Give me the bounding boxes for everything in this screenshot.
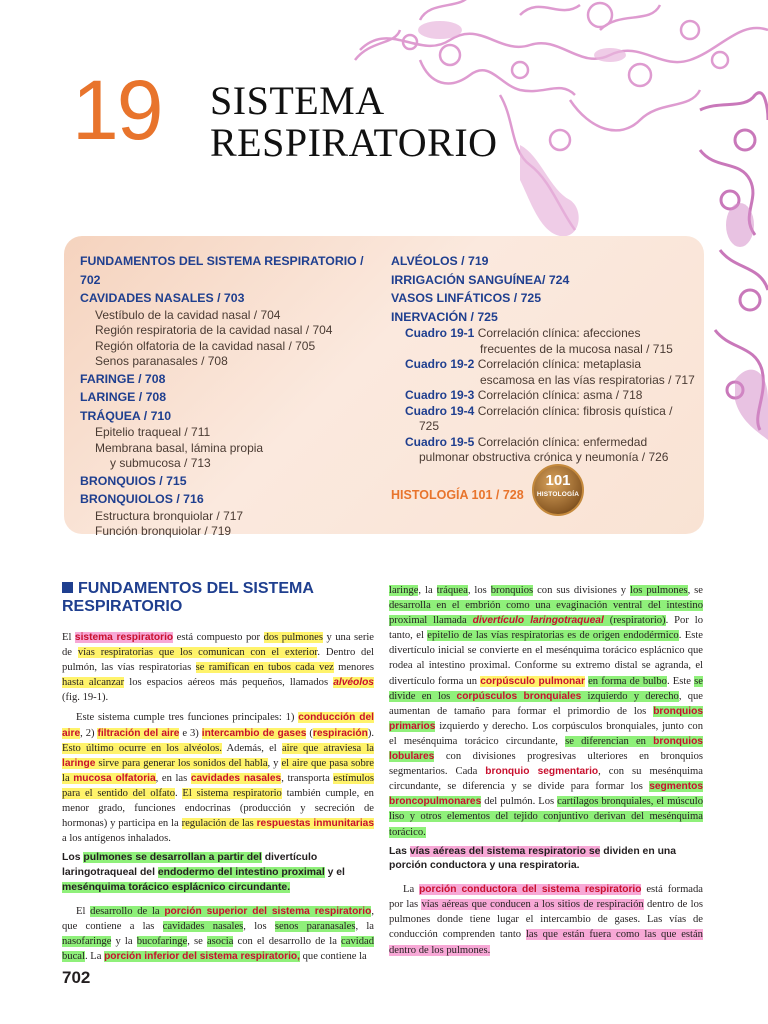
box-text-continued: pulmonar obstructiva crónica y neumonía / 726 bbox=[419, 450, 669, 464]
box-label: Cuadro 19-5 bbox=[405, 434, 475, 449]
toc-entry[interactable]: VASOS LINFÁTICOS / 725 bbox=[391, 291, 542, 305]
toc-subentry[interactable]: Senos paranasales / 708 bbox=[95, 354, 228, 368]
box-label: Cuadro 19-1 bbox=[405, 326, 475, 340]
box-text-continued: 725 bbox=[419, 419, 440, 433]
chapter-title-line1: SISTEMA bbox=[210, 78, 385, 123]
toc-entry[interactable]: BRONQUIOS / 715 bbox=[80, 473, 187, 488]
toc-box-entry[interactable] bbox=[391, 404, 696, 435]
body-paragraph: El sistema respiratorio está compuesto por dos pulmones y una serie de vías respiratorias que los comunican con el exterior. Dentro del pulmón, las vías respiratorias se ramifican en tubos cada vez menores hasta alcanzar los espacios aéreos más pequeños, llamados alvéolos (fig. 19-1). bbox=[62, 632, 375, 704]
histologia-101-entry[interactable]: HISTOLOGÍA 101 / 728 bbox=[391, 487, 524, 502]
chapter-number: 19 bbox=[72, 63, 162, 157]
chapter-title bbox=[210, 80, 498, 164]
box-text: Correlación clínica: afecciones bbox=[477, 326, 641, 340]
toc-entry[interactable]: IRRIGACIÓN SANGUÍNEA/ 724 bbox=[391, 272, 570, 287]
contents-box bbox=[64, 236, 704, 538]
toc-entry[interactable]: CAVIDADES NASALES / 703 bbox=[80, 291, 245, 305]
body-paragraph: Este sistema cumple tres funciones principales: 1) conducción del aire, 2) filtración del aire e 3) intercambio de gases (respiración). Esto último ocurre en los alvéolos. Además, el aire que atraviesa la laringe sirve para generar los sonidos del habla, y el aire que pasa sobre la mucosa olfatoria, en las cavidades nasales, transporta estímulos para el sentido del olfato. El sistema respiratorio también cumple, en menor grado, funciones endocrinas (producción y secreción de hormonas) y participa en la regulación de las respuestas inmunitarias a los antígenos inhalados. bbox=[62, 712, 375, 845]
toc-subentry[interactable]: Membrana basal, lámina propia bbox=[95, 440, 264, 455]
body-paragraph: La porción conductora del sistema respiratorio está formada por las vías aéreas que conducen a los sitios de respiración dentro de los pulmones donde tiene lugar el intercambio de gases. Las vías de conducción comprenden tanto las que están fuera como las que están dentro de los pulmones. bbox=[389, 884, 704, 956]
body-right-column bbox=[389, 583, 703, 963]
toc-box-entry[interactable] bbox=[391, 388, 696, 404]
box-text: Correlación clínica: enfermedad bbox=[477, 434, 648, 449]
box-label: Cuadro 19-2 bbox=[405, 357, 475, 371]
bold-summary-paragraph: Los pulmones se desarrollan a partir del divertículo laringotraqueal del endodermo del intestino proximal y el mesénquima torácico esplácnico circundante. bbox=[62, 852, 345, 893]
box-label: Cuadro 19-4 bbox=[405, 403, 475, 418]
body-left-column bbox=[62, 580, 374, 969]
badge-number: 101 bbox=[545, 472, 571, 489]
toc-box-entry[interactable] bbox=[391, 435, 696, 466]
section-heading-text: FUNDAMENTOS DEL SISTEMA RESPIRATORIO bbox=[62, 580, 314, 615]
body-paragraph: laringe, la tráquea, los bronquios con sus divisiones y los pulmones, se desarrolla en el embrión como una evaginación ventral del intestino proximal llamada divertículo laringotraqueal (respiratorio). Por lo tanto, el epitelio de las vías respiratorias es de origen endodérmico. Este divertículo inicial se convierte en el mesénquima torácico esplácnico que rodea al intestino proximal. Conforme su extremo distal se agranda, el divertículo forma un corpúsculo pulmonar en forma de bulbo. Este se divide en los corpúsculos bronquiales izquierdo y derecho, que aumentan de tamaño para formar el primordio de los bronquios primarios izquierdo y derecho. Los corpúsculos bronquiales, junto con el mesénquima torácico circundante, se diferencian en bronquios lobulares con divisiones progresivas ulteriores en bronquios segmentarios. Cada bronquio segmentario, con su mesénquima circundante, se diferencia y se divide para formar los segmentos broncopulmonares del pulmón. Los cartílagos bronquiales, el músculo liso y otros elementos del tejido conjuntivo derivan del mesénquima torácico. bbox=[389, 585, 704, 838]
toc-entry[interactable]: FARINGE / 708 bbox=[80, 371, 166, 386]
histologia-101-badge-icon bbox=[532, 464, 584, 516]
toc-subentry[interactable]: Función bronquiolar / 719 bbox=[95, 524, 232, 538]
badge-text: HISTOLOGÍA bbox=[536, 491, 580, 498]
toc-box-entry[interactable] bbox=[391, 357, 696, 388]
box-text: Correlación clínica: fibrosis quística / bbox=[477, 403, 673, 418]
box-text: Correlación clínica: metaplasia bbox=[477, 357, 642, 371]
page-number: 702 bbox=[62, 968, 91, 987]
toc-entry[interactable]: LARINGE / 708 bbox=[80, 390, 167, 404]
toc-box-entry[interactable] bbox=[391, 326, 696, 357]
toc-subentry[interactable]: Región respiratoria de la cavidad nasal / 704 bbox=[95, 323, 333, 337]
toc-entry[interactable]: ALVÉOLOS / 719 bbox=[391, 254, 489, 268]
toc-entry[interactable]: BRONQUIOLOS / 716 bbox=[80, 492, 204, 506]
section-heading bbox=[62, 580, 374, 616]
toc-subentry[interactable]: Región olfatoria de la cavidad nasal / 705 bbox=[95, 338, 316, 353]
body-paragraph: El desarrollo de la porción superior del sistema respiratorio, que contiene a las cavidades nasales, los senos paranasales, la nasofaringe y la bucofaringe, se asocia con el desarrollo de la cavidad bucal. La porción inferior del sistema respiratorio, que contiene la bbox=[62, 905, 375, 962]
bold-summary-paragraph: Las vías aéreas del sistema respiratorio se dividen en una porción conductora y una respiratoria. bbox=[389, 845, 677, 872]
section-square-icon bbox=[62, 582, 73, 593]
box-text-continued: frecuentes de la mucosa nasal / 715 bbox=[480, 341, 673, 356]
toc-subentry[interactable]: Vestíbulo de la cavidad nasal / 704 bbox=[95, 307, 281, 322]
box-label: Cuadro 19-3 bbox=[405, 388, 475, 402]
toc-entry[interactable]: FUNDAMENTOS DEL SISTEMA RESPIRATORIO / 702 bbox=[80, 254, 364, 287]
box-text-continued: escamosa en las vías respiratorias / 717 bbox=[480, 372, 695, 387]
toc-subentry[interactable]: Epitelio traqueal / 711 bbox=[95, 425, 211, 439]
toc-entry[interactable]: TRÁQUEA / 710 bbox=[80, 408, 172, 423]
chapter-title-line2: RESPIRATORIO bbox=[210, 120, 498, 165]
contents-right-column bbox=[391, 252, 696, 504]
box-text: Correlación clínica: asma / 718 bbox=[477, 388, 643, 402]
toc-subentry[interactable]: Estructura bronquiolar / 717 bbox=[95, 508, 244, 523]
toc-subentry-continued[interactable]: y submucosa / 713 bbox=[110, 456, 211, 470]
toc-entry[interactable]: INERVACIÓN / 725 bbox=[391, 309, 498, 324]
contents-left-column bbox=[80, 252, 385, 540]
